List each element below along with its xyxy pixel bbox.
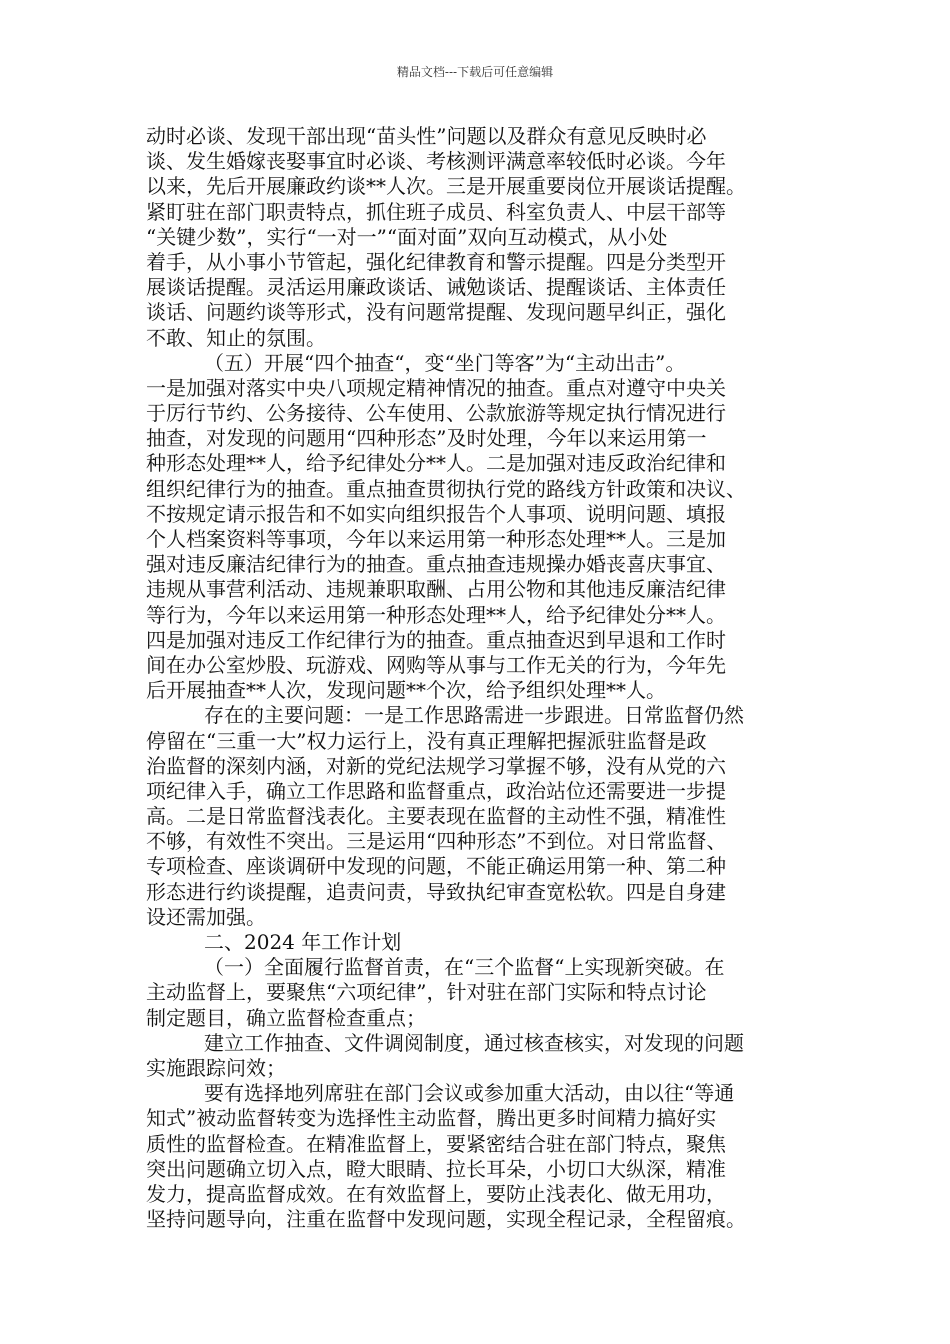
paragraph bbox=[146, 351, 822, 704]
paragraph bbox=[146, 1081, 822, 1232]
paragraph bbox=[146, 930, 822, 955]
text-line: 以来，先后开展廉政约谈**人次。三是开展重要岗位开展谈话提醒。 bbox=[146, 174, 746, 199]
text-line: 项纪律入手，确立工作思路和监督重点，政治站位还需要进一步提 bbox=[146, 778, 726, 803]
text-line: 后开展抽查**人次，发现问题**个次，给予组织处理**人。 bbox=[146, 678, 666, 703]
text-line: 不够，有效性不突出。三是运用“四种形态”不到位。对日常监督、 bbox=[146, 829, 727, 854]
paragraph bbox=[146, 703, 822, 930]
text-line: 不按规定请示报告和不如实向组织报告个人事项、说明问题、填报 bbox=[146, 501, 726, 526]
text-line: 知式”被动监督转变为选择性主动监督，腾出更多时间精力搞好实 bbox=[146, 1106, 717, 1131]
text-line: 高。二是日常监督浅表化。主要表现在监督的主动性不强，精准性 bbox=[146, 804, 726, 829]
text-line: 一是加强对落实中央八项规定精神情况的抽查。重点对遵守中央关 bbox=[146, 375, 726, 400]
text-line: 组织纪律行为的抽查。重点抽查贯彻执行党的路线方针政策和决议、 bbox=[146, 476, 746, 501]
text-line: 坚持问题导向，注重在监督中发现问题，实现全程记录，全程留痕。 bbox=[146, 1207, 746, 1232]
text-line: “关键少数”，实行“一对一”“面对面”双向互动模式，从小处 bbox=[146, 224, 668, 249]
text-line: 等行为，今年以来运用第一种形态处理**人，给予纪律处分**人。 bbox=[146, 602, 726, 627]
text-line: 存在的主要问题：一是工作思路需进一步跟进。日常监督仍然 bbox=[204, 703, 744, 728]
paragraph bbox=[146, 955, 822, 1031]
text-line: 质性的监督检查。在精准监督上，要紧密结合驻在部门特点，聚焦 bbox=[146, 1131, 726, 1156]
text-line: 不敢、知止的氛围。 bbox=[146, 325, 326, 350]
text-line: 动时必谈、发现干部出现“苗头性”问题以及群众有意见反映时必 bbox=[146, 124, 707, 148]
page-header: 精品文档---下载后可任意编辑 bbox=[396, 65, 554, 79]
text-line: 于厉行节约、公务接待、公车使用、公款旅游等规定执行情况进行 bbox=[146, 401, 726, 426]
text-line: 紧盯驻在部门职责特点，抓住班子成员、科室负责人、中层干部等 bbox=[146, 199, 726, 224]
text-line: 四是加强对违反工作纪律行为的抽查。重点抽查迟到早退和工作时 bbox=[146, 627, 726, 652]
text-line: 建立工作抽查、文件调阅制度，通过核查核实，对发现的问题 bbox=[204, 1030, 744, 1055]
text-line: 突出问题确立切入点，瞪大眼睛、拉长耳朵，小切口大纵深，精准 bbox=[146, 1156, 726, 1181]
paragraph bbox=[146, 124, 822, 351]
text-line: 治监督的深刻内涵，对新的党纪法规学习掌握不够，没有从党的六 bbox=[146, 753, 726, 778]
text-line: 种形态处理**人，给予纪律处分**人。二是加强对违反政治纪律和 bbox=[146, 451, 726, 476]
text-line: 间在办公室炒股、玩游戏、网购等从事与工作无关的行为，今年先 bbox=[146, 652, 726, 677]
document-body bbox=[146, 124, 822, 1232]
text-line: 设还需加强。 bbox=[146, 904, 266, 929]
paragraph bbox=[146, 1031, 822, 1081]
text-line: 谈、发生婚嫁丧娶事宜时必谈、考核测评满意率较低时必谈。今年 bbox=[146, 149, 726, 174]
text-line: 专项检查、座谈调研中发现的问题，不能正确运用第一种、第二种 bbox=[146, 854, 726, 879]
text-line: 违规从事营利活动、违规兼职取酬、占用公物和其他违反廉洁纪律 bbox=[146, 577, 726, 602]
text-line: （一）全面履行监督首责，在“三个监督“上实现新突破。在 bbox=[204, 955, 725, 980]
text-line: 抽查，对发现的问题用“四种形态”及时处理，今年以来运用第一 bbox=[146, 426, 707, 451]
text-line: 着手，从小事小节管起，强化纪律教育和警示提醒。四是分类型开 bbox=[146, 249, 726, 274]
text-line: 发力，提高监督成效。在有效监督上，要防止浅表化、做无用功， bbox=[146, 1181, 726, 1206]
text-line: 强对违反廉洁纪律行为的抽查。重点抽查违规操办婚丧喜庆事宜、 bbox=[146, 552, 726, 577]
text-line: 形态进行约谈提醒，追责问责，导致执纪审查宽松软。四是自身建 bbox=[146, 879, 726, 904]
text-line: 谈话、问题约谈等形式，没有问题常提醒、发现问题早纠正，强化 bbox=[146, 300, 726, 325]
text-line: 要有选择地列席驻在部门会议或参加重大活动，由以往“等通 bbox=[204, 1081, 735, 1106]
text-line: 停留在“三重一大”权力运行上，没有真正理解把握派驻监督是政 bbox=[146, 728, 707, 753]
text-line: 二、2024 年工作计划 bbox=[204, 930, 402, 954]
text-line: 主动监督上，要聚焦“六项纪律”，针对驻在部门实际和特点讨论 bbox=[146, 980, 707, 1005]
text-line: 展谈话提醒。灵活运用廉政谈话、诫勉谈话、提醒谈话、主体责任 bbox=[146, 275, 726, 300]
text-line: 制定题目，确立监督检查重点； bbox=[146, 1005, 426, 1030]
text-line: 实施跟踪问效； bbox=[146, 1055, 286, 1080]
text-line: 个人档案资料等事项，今年以来运用第一种形态处理**人。三是加 bbox=[146, 527, 726, 551]
text-line: （五）开展“四个抽查“，变“坐门等客”为“主动出击”。 bbox=[204, 350, 686, 375]
